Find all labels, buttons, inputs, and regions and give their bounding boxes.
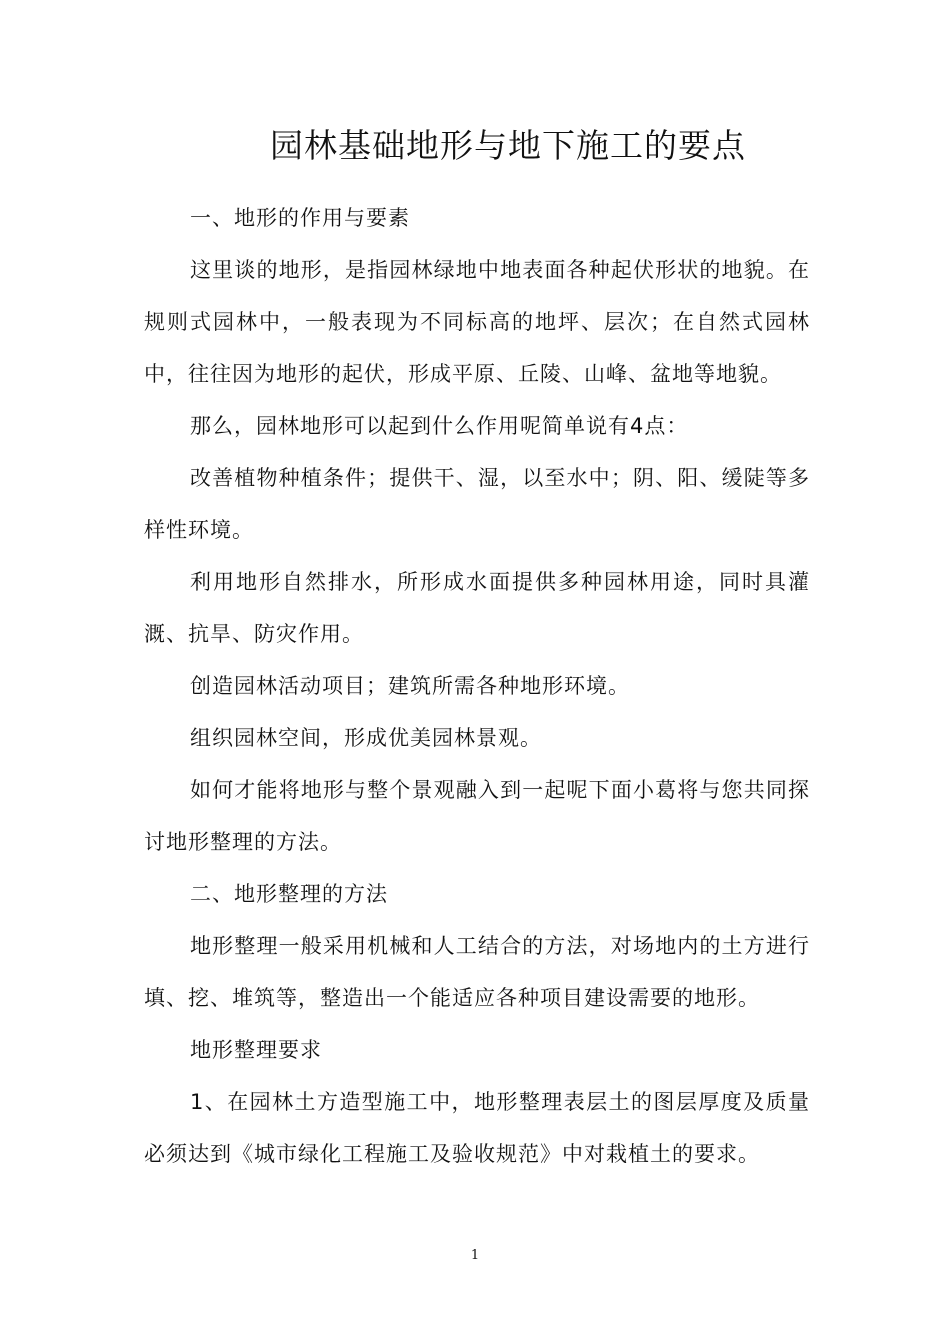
page-number: 1	[470, 1248, 480, 1263]
paragraph-question: 那么，园林地形可以起到什么作用呢简单说有4点：	[190, 414, 689, 438]
section-heading-1: 一、地形的作用与要素	[190, 206, 410, 230]
paragraph-point-3: 创造园林活动项目；建筑所需各种地形环境。	[190, 674, 630, 698]
paragraph-transition: 如何才能将地形与整个景观融入到一起呢下面小葛将与您共同探讨地形整理的方法。	[144, 778, 810, 854]
paragraph-requirement-1: 1、在园林土方造型施工中，地形整理表层土的图层厚度及质量必须达到《城市绿化工程施工及验收规范》中对栽植土的要求。	[144, 1090, 810, 1166]
paragraph-point-2: 利用地形自然排水，所形成水面提供多种园林用途，同时具灌溉、抗旱、防灾作用。	[144, 570, 810, 646]
document-body	[144, 192, 810, 1180]
paragraph-point-4: 组织园林空间，形成优美园林景观。	[190, 726, 542, 750]
paragraph-method: 地形整理一般采用机械和人工结合的方法，对场地内的土方进行填、挖、堆筑等，整造出一个能适应各种项目建设需要的地形。	[144, 934, 810, 1010]
page-title: 园林基础地形与地下施工的要点	[270, 126, 746, 165]
subheading-requirements: 地形整理要求	[190, 1038, 322, 1062]
paragraph-point-1: 改善植物种植条件；提供干、湿，以至水中；阴、阳、缓陡等多样性环境。	[144, 466, 810, 542]
paragraph-definition: 这里谈的地形，是指园林绿地中地表面各种起伏形状的地貌。在规则式园林中，一般表现为不同标高的地坪、层次；在自然式园林中，往往因为地形的起伏，形成平原、丘陵、山峰、盆地等地貌。	[144, 258, 810, 386]
section-heading-2: 二、地形整理的方法	[190, 882, 388, 906]
